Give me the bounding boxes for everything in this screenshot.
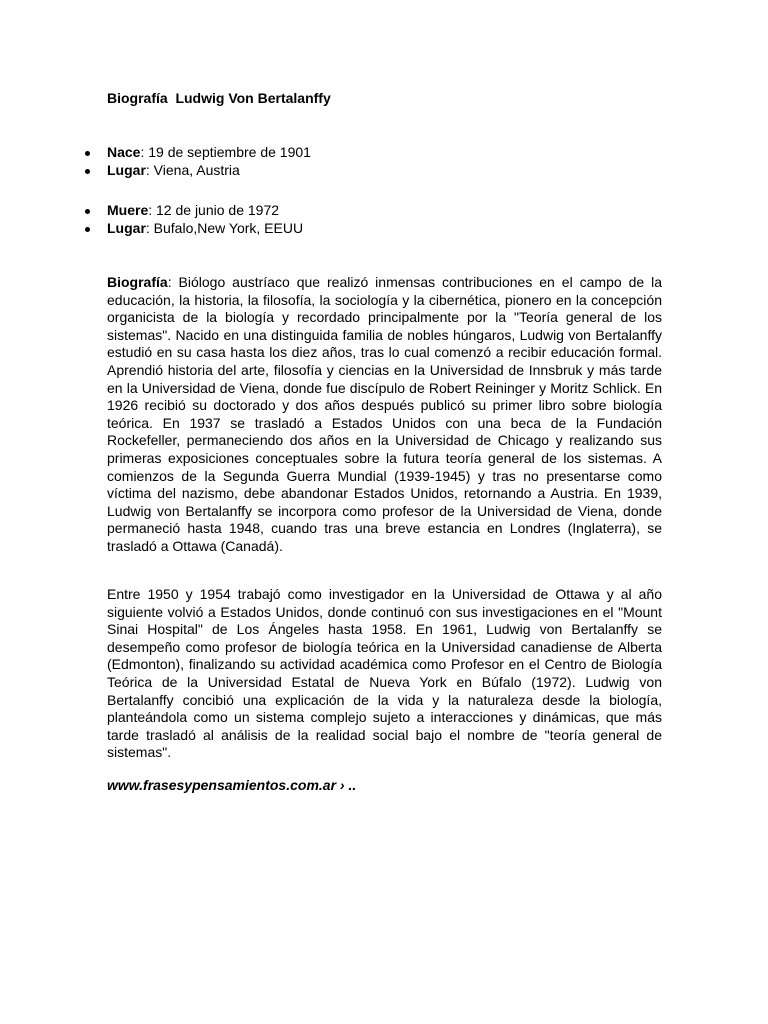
career-paragraph: Entre 1950 y 1954 trabajó como investigador en la Universidad de Ottawa y al año siguiente volvió a Estados Unidos, donde continuó con sus investigaciones en el "Mount Sinai Hospital" de Los Ángeles hasta 1958. En 1961, Ludwig von Bertalanffy se desempeño como profesor de biología teórica en la Universidad canadiense de Alberta (Edmonton), finalizando su actividad académica como Profesor en el Centro de Biología Teórica de la Universidad Estatal de Nueva York en Búfalo (1972). Ludwig von Bertalanffy concibió una explicación de la vida y la naturaleza desde la biología, planteándola como un sistema complejo sujeto a interacciones y dinámicas, que más tarde trasladó al análisis de la realidad social bajo el nombre de "teoría general de sistemas". bbox=[107, 586, 662, 761]
fact-label: Lugar bbox=[107, 219, 146, 236]
list-item bbox=[84, 202, 684, 220]
fact-value: 12 de junio de 1972 bbox=[152, 202, 280, 218]
bullet-icon bbox=[85, 169, 90, 174]
fact-value: 19 de septiembre de 1901 bbox=[144, 144, 311, 160]
death-facts-list bbox=[84, 202, 684, 237]
bullet-icon bbox=[85, 209, 90, 214]
bullet-icon bbox=[85, 151, 90, 156]
document-title: Biografía Ludwig Von Bertalanffy bbox=[107, 90, 331, 106]
list-item bbox=[84, 144, 684, 162]
fact-separator: : bbox=[145, 161, 150, 178]
fact-label: Muere bbox=[107, 202, 149, 218]
birth-facts-list bbox=[84, 144, 684, 179]
fact-value: Viena, Austria bbox=[149, 161, 240, 178]
biography-paragraph bbox=[107, 274, 662, 556]
list-item bbox=[84, 220, 684, 238]
fact-value: Bufalo,New York, EEUU bbox=[149, 219, 304, 236]
biography-label: Biografía bbox=[107, 274, 168, 290]
fact-label: Lugar bbox=[107, 161, 146, 178]
fact-label: Nace bbox=[107, 144, 141, 160]
biography-text: : Biólogo austríaco que realizó inmensas contribuciones en el campo de la educación, la historia, la filosofía, la sociología y la cibernética, pionero en la concepción organicista de la biología y recordado principalmente por la "Teoría general de los sistemas". Nacido en una distinguida familia de nobles húngaros, Ludwig von Bertalanffy estudió en su casa hasta los diez años, tras lo cual comenzó a recibir educación formal. Aprendió historia del arte, filosofía y ciencias en la Universidad de Innsbruk y más tarde en la Universidad de Viena, donde fue discípulo de Robert Reininger y Moritz Schlick. En 1926 recibió su doctorado y dos años después publicó su primer libro sobre biología teórica. En 1937 se trasladó a Estados Unidos con una beca de la Fundación Rockefeller, permaneciendo dos años en la Universidad de Chicago y realizando sus primeras exposiciones conceptuales sobre la futura teoría general de los sistemas. A comienzos de la Segunda Guerra Mundial (1939-1945) y tras no presentarse como víctima del nazismo, debe abandonar Estados Unidos, retornando a Austria. En 1939, Ludwig von Bertalanffy se incorpora como profesor de la Universidad de Viena, donde permaneció hasta 1948, cuando tras una breve estancia en Londres (Inglaterra), se trasladó a Ottawa (Canadá). bbox=[107, 274, 662, 554]
bullet-icon bbox=[85, 227, 90, 232]
fact-separator: : bbox=[148, 202, 153, 218]
fact-separator: : bbox=[145, 219, 150, 236]
list-item bbox=[84, 162, 684, 180]
fact-separator: : bbox=[140, 144, 145, 160]
source-link[interactable]: www.frasesypensamientos.com.ar › .. bbox=[107, 777, 357, 793]
